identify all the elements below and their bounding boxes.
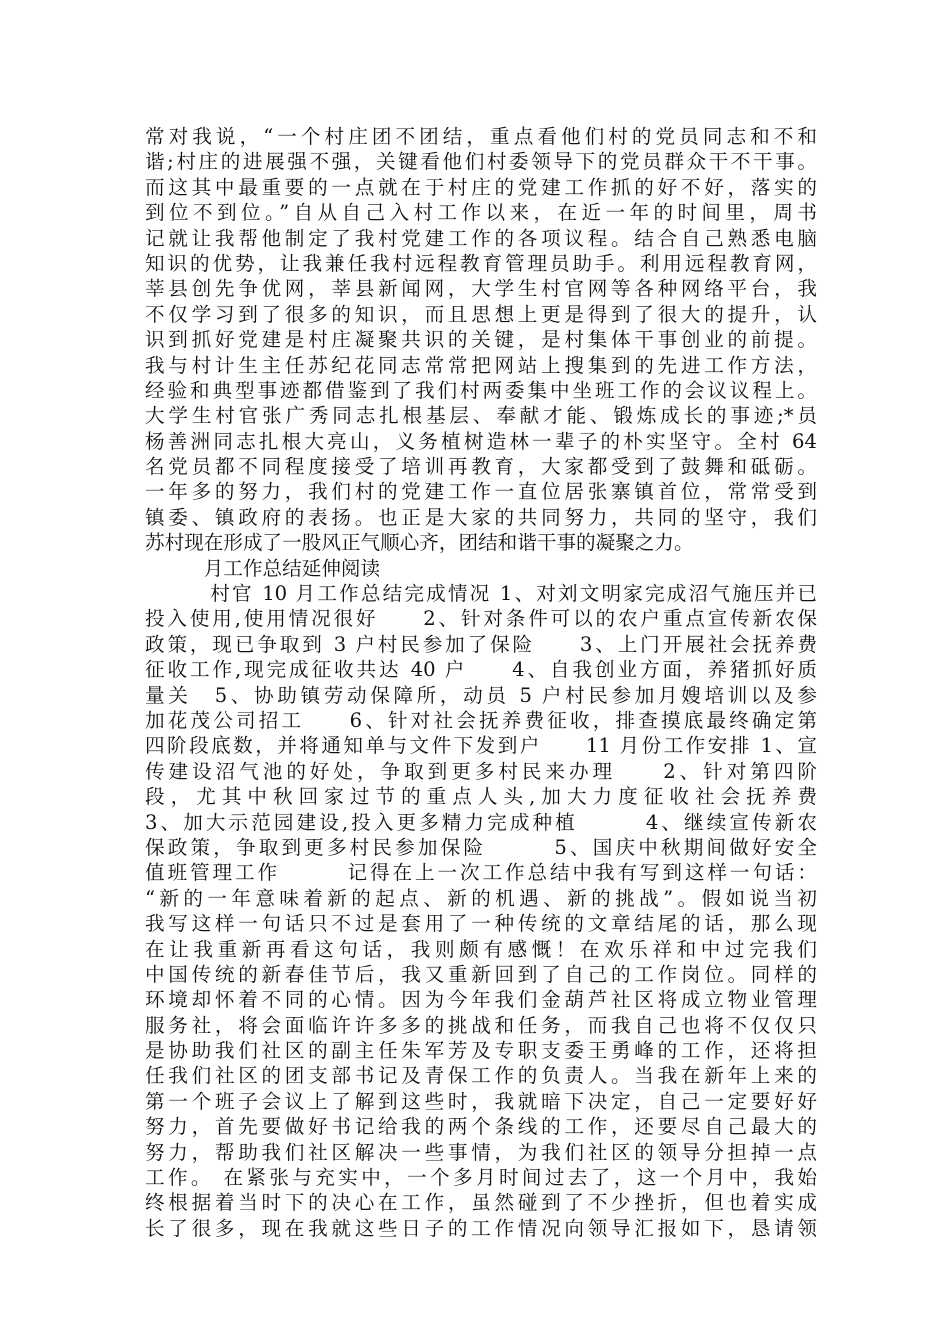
text-line: 3、加大示范园建设,投入更多精力完成种植 4、继续宣传新农 <box>145 810 817 834</box>
text-line: 努力，帮助我们社区解决一些事情，为我们社区的领导分担掉一点 <box>145 1140 817 1164</box>
text-line: 名党员都不同程度接受了培训再教育，大家都受到了鼓舞和砥砺。 <box>145 455 817 479</box>
text-line: 值班管理工作 记得在上一次工作总结中我有写到这样一句话： <box>145 861 817 885</box>
text-line: 任我们社区的团支部书记及青保工作的负责人。当我在新年上来的 <box>145 1064 817 1088</box>
text-line: 长了很多，现在我就这些日子的工作情况向领导汇报如下，恳请领 <box>145 1216 817 1240</box>
text-line: 经验和典型事迹都借鉴到了我们村两委集中坐班工作的会议议程上。 <box>145 378 817 402</box>
text-line: 中国传统的新春佳节后，我又重新回到了自己的工作岗位。同样的 <box>145 962 817 986</box>
text-line: 是协助我们社区的副主任朱军芳及专职支委王勇峰的工作，还将担 <box>145 1039 817 1063</box>
text-line: 我写这样一句话只不过是套用了一种传统的文章结尾的话，那么现 <box>145 912 817 936</box>
text-line: 不仅学习到了很多的知识，而且思想上更是得到了很大的提升，认 <box>145 302 817 326</box>
text-line: 谐;村庄的进展强不强，关键看他们村委领导下的党员群众干不干事。 <box>145 150 817 174</box>
text-line: 服务社，将会面临许许多多的挑战和任务，而我自己也将不仅仅只 <box>145 1013 817 1037</box>
text-line: 大学生村官张广秀同志扎根基层、奉献才能、锻炼成长的事迹;*员 <box>145 404 817 428</box>
text-line: 而这其中最重要的一点就在于村庄的党建工作抓的好不好，落实的 <box>145 175 817 199</box>
text-line: 量关 5、协助镇劳动保障所，动员 5 户村民参加月嫂培训以及参 <box>145 683 817 707</box>
text-line: 终根据着当时下的决心在工作，虽然碰到了不少挫折，但也着实成 <box>145 1191 817 1215</box>
text-line: 征收工作,现完成征收共达 40 户 4、自我创业方面，养猪抓好质 <box>145 658 817 682</box>
text-line: 四阶段底数，并将通知单与文件下发到户 11 月份工作安排 1、宣 <box>145 734 817 758</box>
text-line: 记就让我帮他制定了我村党建工作的各项议程。结合自己熟悉电脑 <box>145 226 817 250</box>
text-line: 第一个班子会议上了解到这些时，我就暗下决定，自己一定要好好 <box>145 1089 817 1113</box>
text-line: 加花茂公司招工 6、针对社会抚养费征收，排查摸底最终确定第 <box>145 708 817 732</box>
text-line: 工作。 在紧张与充实中，一个多月时间过去了，这一个月中，我始 <box>145 1166 817 1190</box>
text-line: 努力，首先要做好书记给我的两个条线的工作，还要尽自己最大的 <box>145 1115 817 1139</box>
text-line: 一年多的努力，我们村的党建工作一直位居张寨镇首位，常常受到 <box>145 480 817 504</box>
text-line: 段，尤其中秋回家过节的重点人头,加大力度征收社会抚养费 <box>145 785 817 809</box>
text-line: 环境却怀着不同的心情。因为今年我们金葫芦社区将成立物业管理 <box>145 988 817 1012</box>
text-line: 村官 10 月工作总结完成情况 1、对刘文明家完成沼气施压并已 <box>145 582 817 606</box>
text-line: 投入使用,使用情况很好 2、针对条件可以的农户重点宣传新农保 <box>145 607 817 631</box>
text-line: 政策，现已争取到 3 户村民参加了保险 3、上门开展社会抚养费 <box>145 632 817 656</box>
text-line: 我与村计生主任苏纪花同志常常把网站上搜集到的先进工作方法， <box>145 353 817 377</box>
text-line: 莘县创先争优网，莘县新闻网，大学生村官网等各种网络平台，我 <box>145 277 817 301</box>
text-line: 常对我说，“一个村庄团不团结，重点看他们村的党员同志和不和 <box>145 125 817 148</box>
text-line: 杨善洲同志扎根大亮山，义务植树造林一辈子的朴实坚守。全村 64 <box>145 429 817 453</box>
text-line: 镇委、镇政府的表扬。也正是大家的共同努力，共同的坚守，我们 <box>145 505 817 529</box>
body-text <box>145 124 817 1241</box>
text-line: 到位不到位。”自从自己入村工作以来，在近一年的时间里，周书 <box>145 201 817 225</box>
text-line: “新的一年意味着新的起点、新的机遇、新的挑战”。假如说当初 <box>145 886 817 910</box>
text-line: 识到抓好党建是村庄凝聚共识的关键，是村集体干事创业的前提。 <box>145 328 817 352</box>
text-line: 在让我重新再看这句话，我则颇有感慨！在欢乐祥和中过完我们 <box>145 937 817 961</box>
text-line: 传建设沼气池的好处，争取到更多村民来办理 2、针对第四阶 <box>145 759 817 783</box>
text-line: 保政策，争取到更多村民参加保险 5、国庆中秋期间做好安全 <box>145 835 817 859</box>
text-line: 知识的优势，让我兼任我村远程教育管理员助手。利用远程教育网， <box>145 251 817 275</box>
text-line: 月工作总结延伸阅读 <box>145 556 381 580</box>
text-line: 苏村现在形成了一股风正气顺心齐，团结和谐干事的凝聚之力。 <box>145 531 694 555</box>
